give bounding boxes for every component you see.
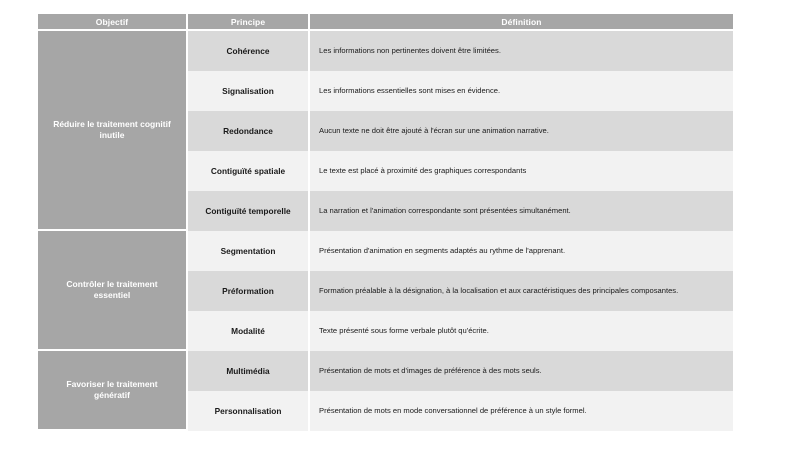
objective-cell: Favoriser le traitement génératif [38,351,188,431]
definition-cell: Présentation de mots et d'images de préférence à des mots seuls. [310,351,733,391]
principle-cell: Redondance [188,111,310,151]
column-header-principe: Principe [188,14,310,31]
objective-cell: Réduire le traitement cognitif inutile [38,31,188,231]
principle-cell: Multimédia [188,351,310,391]
principles-table [38,14,733,431]
principles-table-container [38,14,733,431]
definition-cell: Les informations essentielles sont mises en évidence. [310,71,733,111]
principle-cell: Personnalisation [188,391,310,431]
objective-cell: Contrôler le traitement essentiel [38,231,188,351]
principle-cell: Contiguïté temporelle [188,191,310,231]
table-row [38,31,733,71]
table-body [38,31,733,431]
definition-cell: Présentation d'animation en segments adaptés au rythme de l'apprenant. [310,231,733,271]
definition-cell: Les informations non pertinentes doivent être limitées. [310,31,733,71]
definition-cell: La narration et l'animation correspondante sont présentées simultanément. [310,191,733,231]
principle-cell: Cohérence [188,31,310,71]
principle-cell: Signalisation [188,71,310,111]
table-header-row [38,14,733,31]
definition-cell: Aucun texte ne doit être ajouté à l'écran sur une animation narrative. [310,111,733,151]
table-row [38,351,733,391]
definition-cell: Présentation de mots en mode conversationnel de préférence à un style formel. [310,391,733,431]
column-header-objectif: Objectif [38,14,188,31]
principle-cell: Contiguïté spatiale [188,151,310,191]
table-header [38,14,733,31]
principle-cell: Segmentation [188,231,310,271]
table-row [38,231,733,271]
definition-cell: Texte présenté sous forme verbale plutôt qu'écrite. [310,311,733,351]
column-header-definition: Définition [310,14,733,31]
definition-cell: Formation préalable à la désignation, à la localisation et aux caractéristiques des principales composantes. [310,271,733,311]
principle-cell: Modalité [188,311,310,351]
principle-cell: Préformation [188,271,310,311]
definition-cell: Le texte est placé à proximité des graphiques correspondants [310,151,733,191]
